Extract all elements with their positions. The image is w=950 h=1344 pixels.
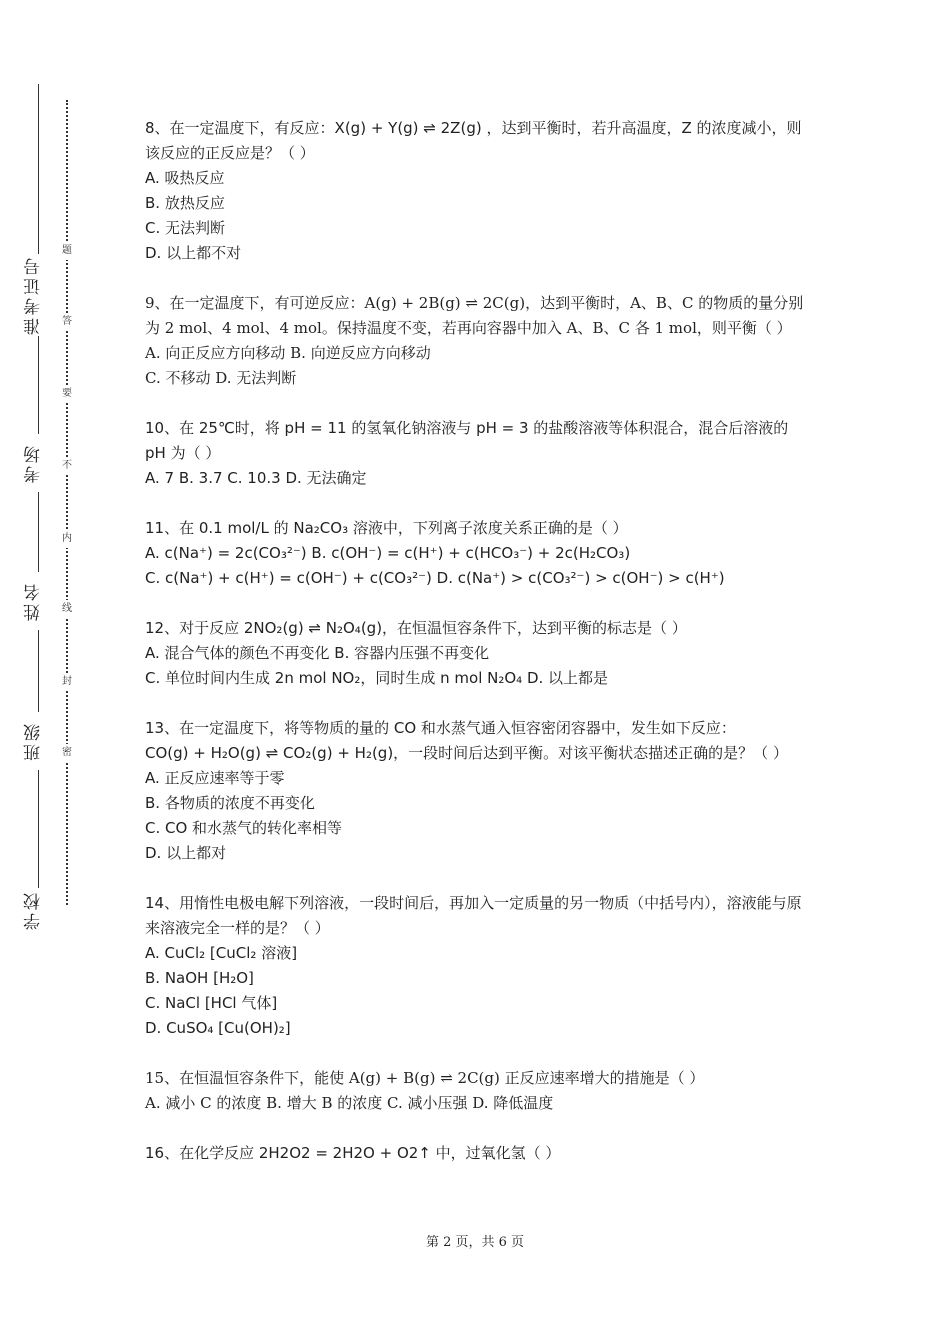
option-line: A. 混合气体的颜色不再变化 B. 容器内压强不再变化 — [145, 644, 490, 662]
question-stem: 10、在 25℃时，将 pH = 11 的氢氧化钠溶液与 pH = 3 的盐酸溶液等体积混合，混合后溶液的 pH 为（ ） — [145, 419, 789, 462]
option-line: C. c(Na⁺) + c(H⁺) = c(OH⁻) + c(CO₃²⁻) D. c(Na⁺) > c(CO₃²⁻) > c(OH⁻) > c(H⁺) — [145, 569, 725, 587]
question-13 — [145, 716, 810, 866]
option-line: A. 减小 C 的浓度 B. 增大 B 的浓度 C. 减小压强 D. 降低温度 — [145, 1094, 554, 1112]
question-stem: 15、在恒温恒容条件下，能使 A(g) + B(g) ⇌ 2C(g) 正反应速率增大的措施是（ ） — [145, 1069, 705, 1087]
question-10 — [145, 416, 810, 491]
question-16 — [145, 1141, 810, 1166]
question-list — [145, 116, 810, 1191]
question-9 — [145, 291, 810, 391]
label-exam-id: 准考证号 — [24, 255, 44, 335]
label-name: 姓名 — [24, 581, 44, 621]
question-12 — [145, 616, 810, 691]
question-stem: 9、在一定温度下，有可逆反应：A(g) + 2B(g) ⇌ 2C(g)，达到平衡时，A、B、C 的物质的量分别为 2 mol、4 mol、4 mol。保持温度不变，若再向容器中加入 A、B、C 各 1 mol，则平衡（ ） — [145, 294, 804, 337]
page-number: 第 2 页，共 6 页 — [425, 1235, 525, 1250]
option-b: B. 各物质的浓度不再变化 — [145, 794, 315, 812]
question-15 — [145, 1066, 810, 1116]
option-line: A. 向正反应方向移动 B. 向逆反应方向移动 — [145, 344, 431, 362]
question-stem: 8、在一定温度下，有反应：X(g) + Y(g) ⇌ 2Z(g) ，达到平衡时，若升高温度，Z 的浓度减小，则该反应的正反应是？（ ） — [145, 119, 802, 162]
binding-line — [38, 336, 39, 434]
binding-line — [38, 770, 39, 888]
binding-line — [38, 630, 39, 712]
seal-char: 题 — [58, 242, 76, 260]
question-stem: CO(g) + H₂O(g) ⇌ CO₂(g) + H₂(g)，一段时间后达到平衡。对该平衡状态描述正确的是？（ ） — [145, 744, 788, 762]
question-stem: 11、在 0.1 mol/L 的 Na₂CO₃ 溶液中，下列离子浓度关系正确的是（ ） — [145, 519, 628, 537]
binding-line — [38, 84, 39, 254]
binding-line — [38, 492, 39, 572]
seal-char: 不 — [58, 457, 76, 475]
question-11 — [145, 516, 810, 591]
seal-char: 内 — [58, 530, 76, 548]
question-14 — [145, 891, 810, 1041]
seal-dotted-line — [66, 100, 68, 905]
option-c: C. 无法判断 — [145, 219, 226, 237]
option-d: D. 以上都对 — [145, 844, 227, 862]
label-exam-room: 考场 — [24, 443, 44, 483]
option-line: C. 不移动 D. 无法判断 — [145, 369, 297, 387]
label-school: 学校 — [24, 890, 44, 930]
option-line: A. c(Na⁺) = 2c(CO₃²⁻) B. c(OH⁻) = c(H⁺) + c(HCO₃⁻) + 2c(H₂CO₃) — [145, 544, 631, 562]
option-b: B. 放热反应 — [145, 194, 225, 212]
label-class: 班级 — [24, 721, 44, 761]
option-a: A. CuCl₂ [CuCl₂ 溶液] — [145, 944, 298, 962]
question-8 — [145, 116, 810, 266]
option-c: C. NaCl [HCl 气体] — [145, 994, 278, 1012]
question-stem: 16、在化学反应 2H2O2 = 2H2O + O2↑ 中，过氧化氢（ ） — [145, 1144, 561, 1162]
option-line: A. 7 B. 3.7 C. 10.3 D. 无法确定 — [145, 469, 367, 487]
seal-char: 答 — [58, 313, 76, 331]
seal-char: 要 — [58, 385, 76, 403]
seal-char: 线 — [58, 600, 76, 618]
question-stem: 14、用惰性电极电解下列溶液，一段时间后，再加入一定质量的另一物质（中括号内），溶液能与原来溶液完全一样的是？（ ） — [145, 894, 802, 937]
seal-char: 封 — [58, 673, 76, 691]
option-d: D. 以上都不对 — [145, 244, 242, 262]
seal-char: 密 — [58, 744, 76, 762]
option-c: C. CO 和水蒸气的转化率相等 — [145, 819, 343, 837]
option-a: A. 正反应速率等于零 — [145, 769, 285, 787]
question-stem: 13、在一定温度下，将等物质的量的 CO 和水蒸气通入恒容密闭容器中，发生如下反应： — [145, 719, 736, 737]
option-line: C. 单位时间内生成 2n mol NO₂，同时生成 n mol N₂O₄ D. 以上都是 — [145, 669, 609, 687]
option-d: D. CuSO₄ [Cu(OH)₂] — [145, 1019, 291, 1037]
question-stem: 12、对于反应 2NO₂(g) ⇌ N₂O₄(g)，在恒温恒容条件下，达到平衡的标志是（ ） — [145, 619, 687, 637]
option-a: A. 吸热反应 — [145, 169, 225, 187]
option-b: B. NaOH [H₂O] — [145, 969, 254, 987]
